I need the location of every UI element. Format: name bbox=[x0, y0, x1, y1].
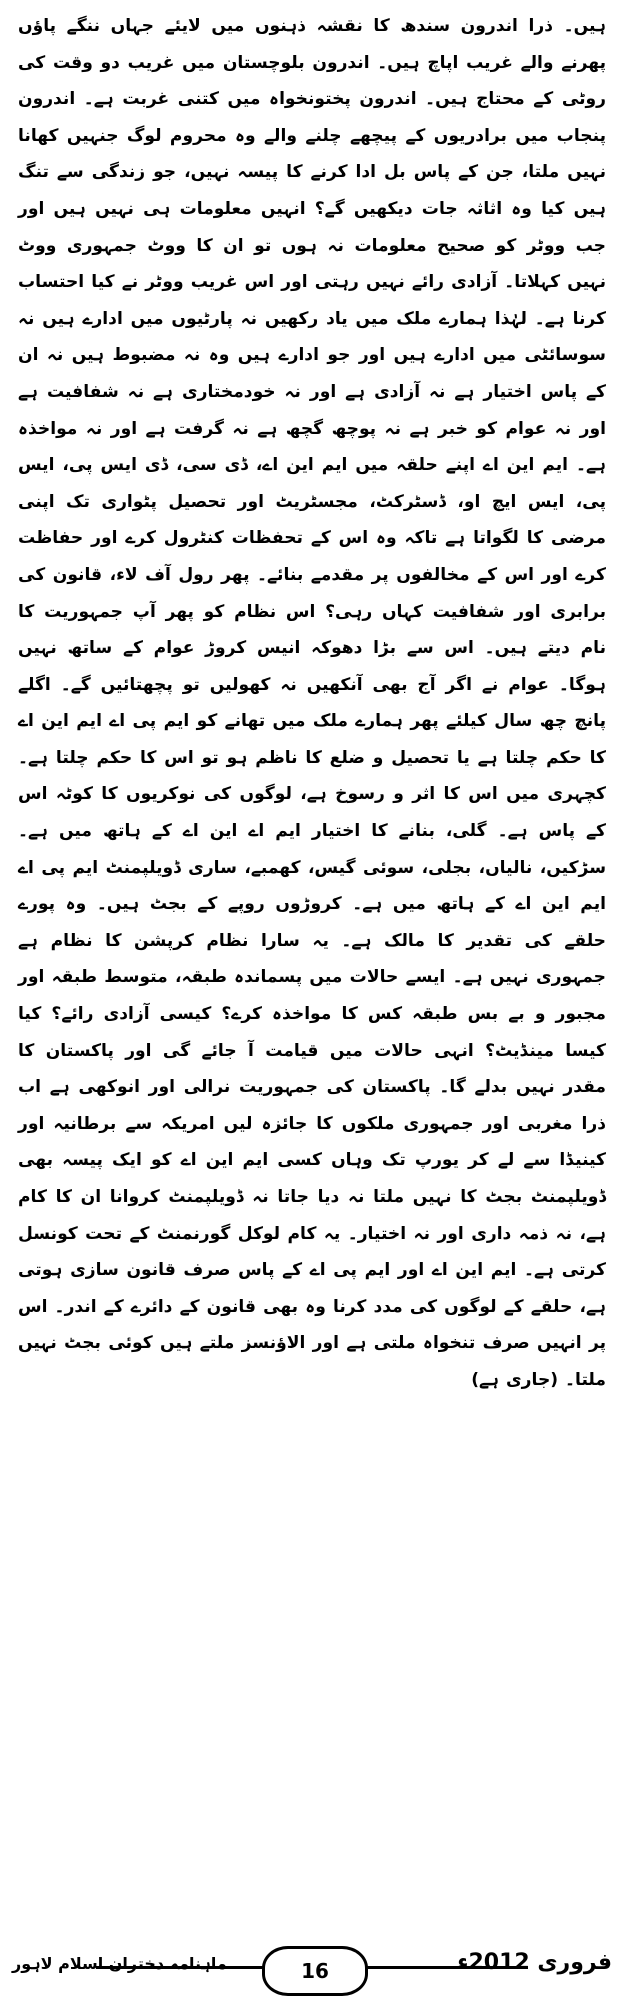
page-footer bbox=[0, 962, 624, 1983]
page-number-badge bbox=[262, 1946, 368, 1996]
footer-issue-date: فروری 2012ء bbox=[457, 1950, 612, 1975]
article-body-text: ہیں۔ ذرا اندرون سندھ کا نقشہ ذہنوں میں لایئے جہاں ننگے پاؤں پھرنے والے غریب اپاچ ہیں۔ اندرون بلوچستان میں غریب دو وقت کی روٹی کے محتاج ہیں۔ اندرون پختونخواہ میں کتنی غربت ہے۔ اندرون پنجاب میں برادریوں کے پیچھے چلنے والے وہ محروم لوگ جنہیں کھانا نہیں ملتا، جن کے پاس بل ادا کرنے کا پیسہ نہیں، جو زندگی سے تنگ ہیں کیا وہ اثاثہ جات دیکھیں گے؟ انہیں معلومات ہی نہیں ہیں اور جب ووٹر کو صحیح معلومات نہ ہوں تو ان کا ووٹ جمہوری ووٹ نہیں کہلاتا۔ آزادی رائے نہیں رہتی اور اس غریب ووٹر نے کیا احتساب کرنا ہے۔ لہٰذا ہمارے ملک میں یاد رکھیں نہ پارٹیوں میں ادارے ہیں نہ سوسائٹی میں ادارے ہیں اور جو ادارے ہیں وہ نہ مضبوط ہیں نہ ان کے پاس اختیار ہے نہ آزادی ہے اور نہ خودمختاری ہے نہ شفافیت ہے اور نہ عوام کو خبر ہے نہ پوچھ گچھ ہے نہ گرفت ہے اور نہ مواخذہ ہے۔ ایم این اے اپنے حلقہ میں ایم این اے، ڈی سی، ڈی ایس پی، ایس پی، ایس ایچ او، ڈسٹرکٹ، مجسٹریٹ اور تحصیل پٹواری تک اپنی مرضی کا لگواتا ہے تاکہ وہ اس کے تحفظات کنٹرول کرے اور حفاظت کرے اور اس کے مخالفوں پر مقدمے بنائے۔ پھر رول آف لاء، قانون کی برابری اور شفافیت کہاں رہی؟ اس نظام کو پھر آپ جمہوریت کا نام دیتے ہیں۔ اس سے بڑا دھوکہ انیس کروڑ عوام کے ساتھ نہیں ہوگا۔ عوام نے اگر آج بھی آنکھیں نہ کھولیں تو پچھتائیں گے۔ اگلے پانچ چھ سال کیلئے پھر ہمارے ملک میں تھانے کو ایم پی اے ایم این اے کا حکم چلتا ہے یا تحصیل و ضلع کا ناظم ہو تو اس کا حکم چلتا ہے۔ کچہری میں اس کا اثر و رسوخ ہے، لوگوں کی نوکریوں کا کوٹہ اس کے پاس ہے۔ گلی، بنانے کا اختیار ایم اے این اے کے ہاتھ میں ہے۔ سڑکیں، نالیاں، بجلی، سوئی گیس، کھمبے، ساری ڈویلپمنٹ ایم پی اے ایم این اے کے ہاتھ میں ہے۔ کروڑوں روپے کے بجٹ ہیں۔ وہ پورے حلقے کی تقدیر کا مالک ہے۔ یہ سارا نظام کرپشن کا نظام ہے جمہوری نہیں ہے۔ ایسے حالات میں پسماندہ طبقہ، متوسط طبقہ اور مجبور و بے بس طبقہ کس کا مواخذہ کرے؟ کیسی آزادی رائے؟ کیا کیسا مینڈیٹ؟ انہی حالات میں قیامت آ جائے گی اور پاکستان کا مقدر نہیں بدلے گا۔ پاکستان کی جمہوریت نرالی اور انوکھی ہے اب ذرا مغربی اور جمہوری ملکوں کا جائزہ لیں امریکہ سے برطانیہ اور کینیڈا سے لے کر یورپ تک وہاں کسی ایم این اے کو ایک پیسہ بھی ڈویلپمنٹ بجٹ کا نہیں ملتا نہ دیا جاتا نہ ڈویلپمنٹ کروانا ان کا کام ہے، نہ ذمہ داری اور نہ اختیار۔ یہ کام لوکل گورنمنٹ کے تحت کونسل کرتی ہے۔ ایم این اے اور ایم پی اے کے پاس صرف قانون سازی ہوتی ہے، حلقے کے لوگوں کی مدد کرنا وہ بھی قانون کے دائرے کے اندر۔ اس پر انہیں صرف تنخواہ ملتی ہے اور الاؤنسز ملتے ہیں کوئی بجٹ نہیں ملتا۔ (جاری ہے) bbox=[18, 16, 606, 1390]
footer-magazine-name: ماہنامہ دختران اسلام لاہور bbox=[12, 1954, 227, 1973]
article-body bbox=[18, 8, 606, 1399]
page-number-label: 16 bbox=[301, 1959, 329, 1983]
